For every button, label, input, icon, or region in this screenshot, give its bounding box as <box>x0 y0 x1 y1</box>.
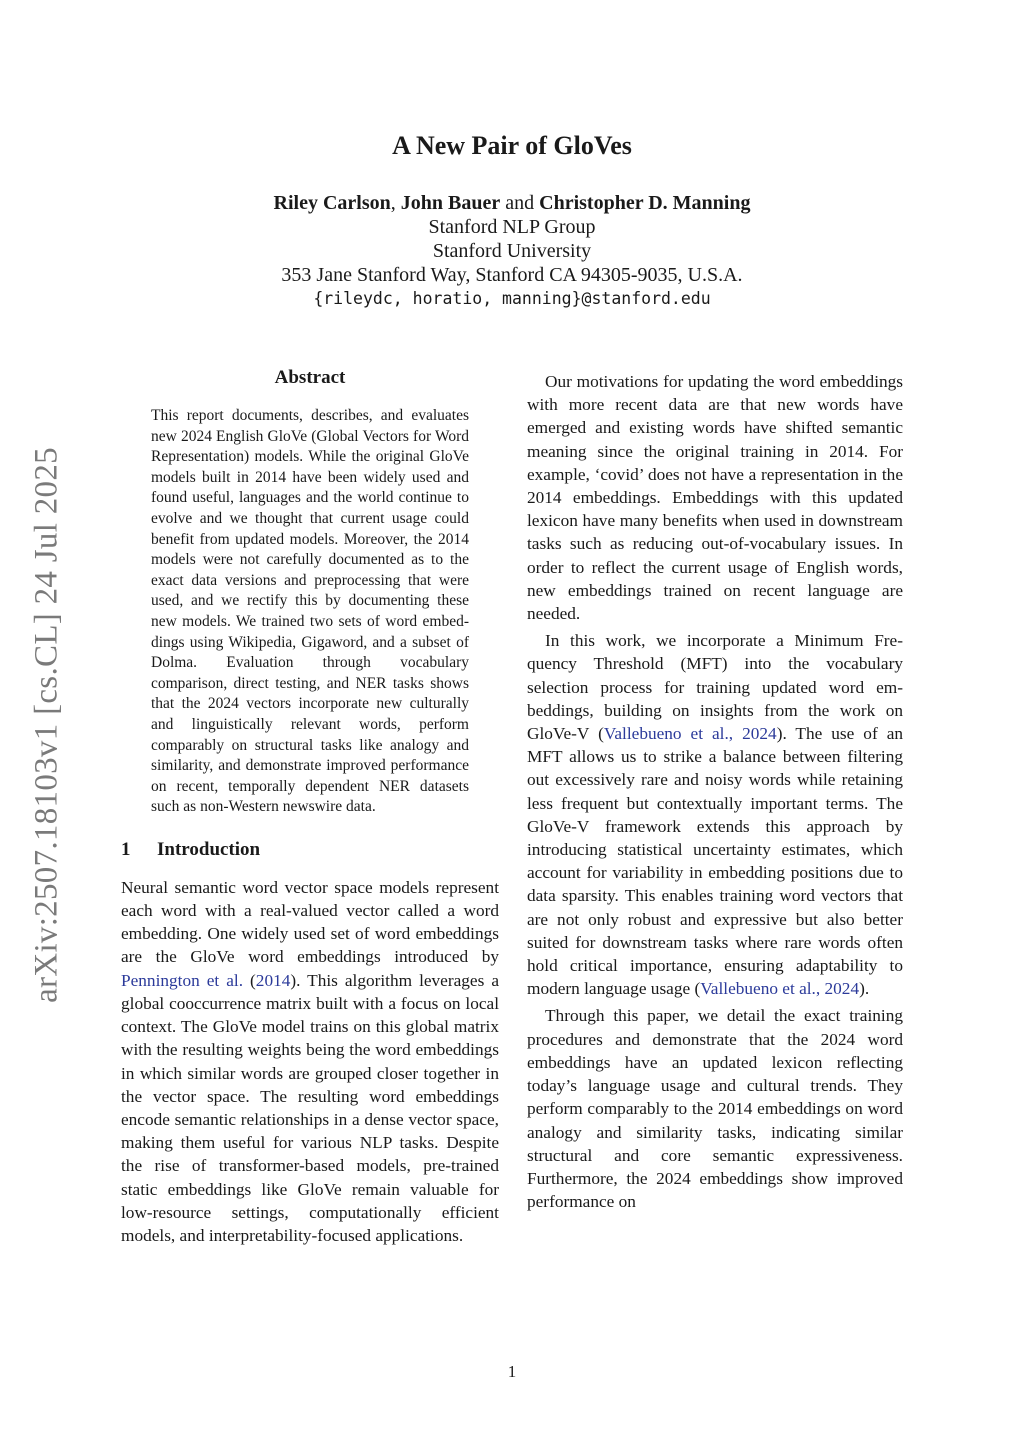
affiliation-address: 353 Jane Stanford Way, Stanford CA 94305-9035, U.S.A. <box>281 264 743 286</box>
arxiv-identifier: arXiv:2507.18103v1 [cs.CL] 24 Jul 2025 <box>28 447 65 1003</box>
affiliation-group: Stanford NLP Group <box>428 216 596 238</box>
intro-paragraph-1: Neural semantic word vector space models represent each word with a real-valued vector called a word embedding. One widely used set of word embeddings are the GloVe word embeddings introduced by Pennington et al. (2014). This algorithm leverages a global cooccurrence matrix built with a focus on local context. The GloVe model trains on this global matrix with the resulting weights being the word embeddings in which similar words are grouped closer together in the vector space. The resulting word embeddings encode semantic relationships in a dense vector space, making them useful for various NLP tasks. Despite the rise of transformer-based models, pre-trained static embeddings like GloVe remain valuable for low-resource settings, computationally efficient models, and interpretability-focused applications. <box>121 877 500 1245</box>
intro-paragraph-3: In this work, we incorporate a Minimum Frequency Threshold (MFT) into the vocabulary selection process for training updated word embeddings, building on insights from the work on GloVe-V (Vallebueno et al., 2024). The use of an MFT allows us to strike a balance between filtering out excessively rare and noisy words while retaining less frequent but contextually important terms. The GloVe-V framework extends this approach by introducing statistical uncertainty estimates, which account for variability in embedding positions due to data sparsity. This enables training word vectors that are not only robust and expressive but also better suited for downstream tasks where rare words often hold critical importance, ensuring adaptability to modern language usage (Vallebueno et al., 2024). <box>527 631 904 999</box>
page-number: 1 <box>507 1362 517 1381</box>
citation-link-pennington[interactable]: Pennington et al. <box>121 970 244 990</box>
author-name: Riley Carlson <box>273 192 391 214</box>
abstract-heading: Abstract <box>274 367 346 388</box>
author-name: John Bauer <box>400 192 501 214</box>
citation-link-vallebueno-2[interactable]: Vallebueno et al., 2024 <box>700 979 860 999</box>
author-emails: {rileydc, horatio, manning}@stanford.edu <box>313 289 711 308</box>
right-column <box>527 366 903 1213</box>
intro-paragraph-4: Through this paper, we detail the exact training procedures and demonstrate that the 2024 word embeddings have an updated lexicon reflecting today’s language usage and cultural trends. They perform comparably to the 2014 embeddings on word analogy and similarity tasks, indicating similar structural and core semantic expressiveness. Furthermore, the 2024 embeddings show improved performance on <box>527 1006 903 1212</box>
left-column <box>121 366 499 1247</box>
author-block <box>0 191 1024 311</box>
author-names: Riley Carlson, John Bauer and Christopher D. Manning <box>273 192 751 214</box>
affiliation-university: Stanford University <box>432 240 592 262</box>
intro-paragraph-2: Our motivations for updating the word embeddings with more recent data are that new words have emerged and existing words have shifted semantic meaning since the original training in 2014. For example, ‘covid’ does not have a representation in the 2014 embeddings. Embeddings with this updated lexicon have many benefits when used in downstream tasks such as reducing out-of-vocabulary issues. In order to reflect the current usage of English words, new embeddings trained on recent language are needed. <box>527 372 903 624</box>
section-number: 1 <box>121 838 131 860</box>
author-name: Christopher D. Manning <box>539 192 751 214</box>
citation-link-vallebueno[interactable]: Vallebueno et al., 2024 <box>603 724 777 744</box>
citation-link-pennington-year[interactable]: 2014 <box>255 970 291 990</box>
section-heading-introduction <box>121 838 499 862</box>
paper-title: A New Pair of GloVes <box>392 131 632 160</box>
abstract-text: This report documents, describes, and evaluates new 2024 English GloVe (Global Vectors for Word Representation) models. While the original GloVe models built in 2014 have been widely used and found useful, languages and the world continue to evolve and we thought that current usage could benefit from updated models. Moreover, the 2014 models were not carefully documented as to the exact data versions and preprocessing that were used, and we rectify this by documenting these new models. We trained two sets of word embeddings using Wikipedia, Gigaword, and a subset of Dolma. Evaluation through vocabulary comparison, direct testing, and NER tasks shows that the 2024 vectors incorporate new culturally and linguistically relevant words, perform comparably on structural tasks like analogy and similarity, and demonstrate improved performance on recent, temporally dependent NER datasets such as non-Western newswire data. <box>151 407 469 816</box>
section-title: Introduction <box>157 838 261 860</box>
